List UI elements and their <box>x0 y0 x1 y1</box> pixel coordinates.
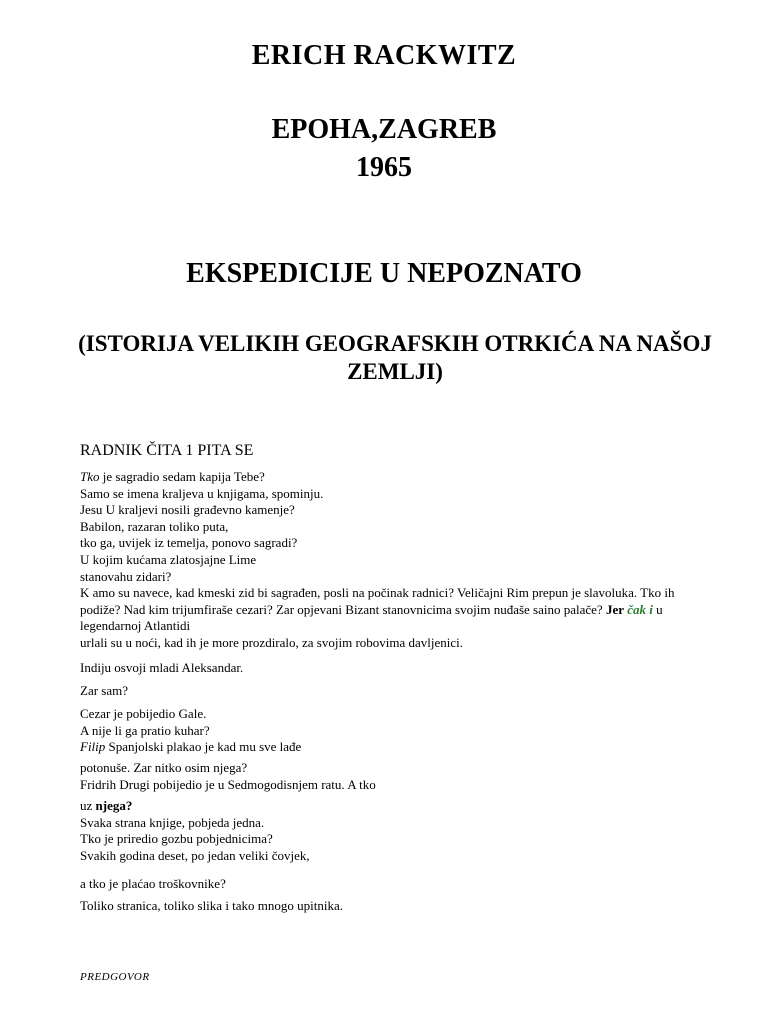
poem-line-zar-sam: Zar sam? <box>80 683 129 698</box>
poem-block-1 <box>80 469 700 652</box>
poem-line: Tko je priredio gozbu pobjednicima? <box>80 831 273 847</box>
poem-italic-word: Tko <box>80 469 100 484</box>
poem-line: Cezar je pobijedio Gale. <box>80 706 207 721</box>
poem-block-2 <box>80 706 700 756</box>
poem-line: urlali su u noći, kad ih je more prozdiralo, za svojim robovima davljenici. <box>80 634 464 650</box>
poem-line: Svaka strana knjige, pobjeda jedna. <box>80 814 265 830</box>
poem-paragraph: K amo su navece, kad kmeski zid bi sagrađen, posli na počinak radnici? Veličajni Rim prepun je slavoluka. Tko ih podiže? Nad kim trijumfiraše cezari? Zar opjevani Bizant stanovnicima svojim nuđaše saino palače? Jer čak i u legendarnoj Atlantidi <box>80 585 675 634</box>
poem-line-upitnika: Toliko stranica, toliko slika i tako mnogo upitnika. <box>80 898 344 913</box>
poem-line: Samo se imena kraljeva u knjigama, spominju. <box>80 485 324 501</box>
poem-line: Babilon, razaran toliko puta, <box>80 518 229 534</box>
book-subtitle: (ISTORIJA VELIKIH GEOGRAFSKIH OTRKIĆA NA NAŠOJ ZEMLJI) <box>78 331 712 384</box>
poem-block-3 <box>80 760 700 793</box>
poem-line: Filip Spanjolski plakao je kad mu sve lađe <box>80 739 302 755</box>
poem-line: U kojim kućama zlatosjajne Lime <box>80 551 257 567</box>
bold-word: Jer <box>605 601 624 617</box>
poem-line-troskovnike: a tko je plaćao troškovnike? <box>80 876 226 891</box>
author-name: ERICH RACKWITZ <box>251 40 517 71</box>
poem-line: Tko je sagradio sedam kapija Tebe? <box>80 469 265 484</box>
poem-line: tko ga, uvijek iz temelja, ponovo sagradi? <box>80 535 298 551</box>
poem-line: Jesu U kraljevi nosili građevno kamenje? <box>80 502 295 518</box>
poem-line: A nije li ga pratio kuhar? <box>80 722 210 738</box>
poem-line: uz njega? <box>80 798 133 813</box>
poem-italic-word: Filip <box>80 739 106 755</box>
book-title: EKSPEDICIJE U NEPOZNATO <box>186 258 582 289</box>
poem-line: potonuše. Zar nitko osim njega? <box>80 760 248 775</box>
section-heading: RADNIK ČITA 1 PITA SE <box>80 442 254 459</box>
poem-line-aleksandar: Indiju osvoji mladi Aleksandar. <box>80 660 244 675</box>
poem-line: Svakih godina deset, po jedan veliki čovjek, <box>80 847 310 863</box>
poem-line: stanovahu zidari? <box>80 568 172 584</box>
poem-line: Fridrih Drugi pobijedio je u Sedmogodisnjem ratu. A tko <box>80 776 376 792</box>
bold-word: njega? <box>95 798 133 813</box>
poem-block-4 <box>80 798 700 864</box>
publication-year: 1965 <box>356 152 412 183</box>
publisher: EPOHA,ZAGREB <box>271 114 497 145</box>
footer-label: PREDGOVOR <box>80 971 150 983</box>
bold-italic-phrase: čak i <box>627 601 653 617</box>
